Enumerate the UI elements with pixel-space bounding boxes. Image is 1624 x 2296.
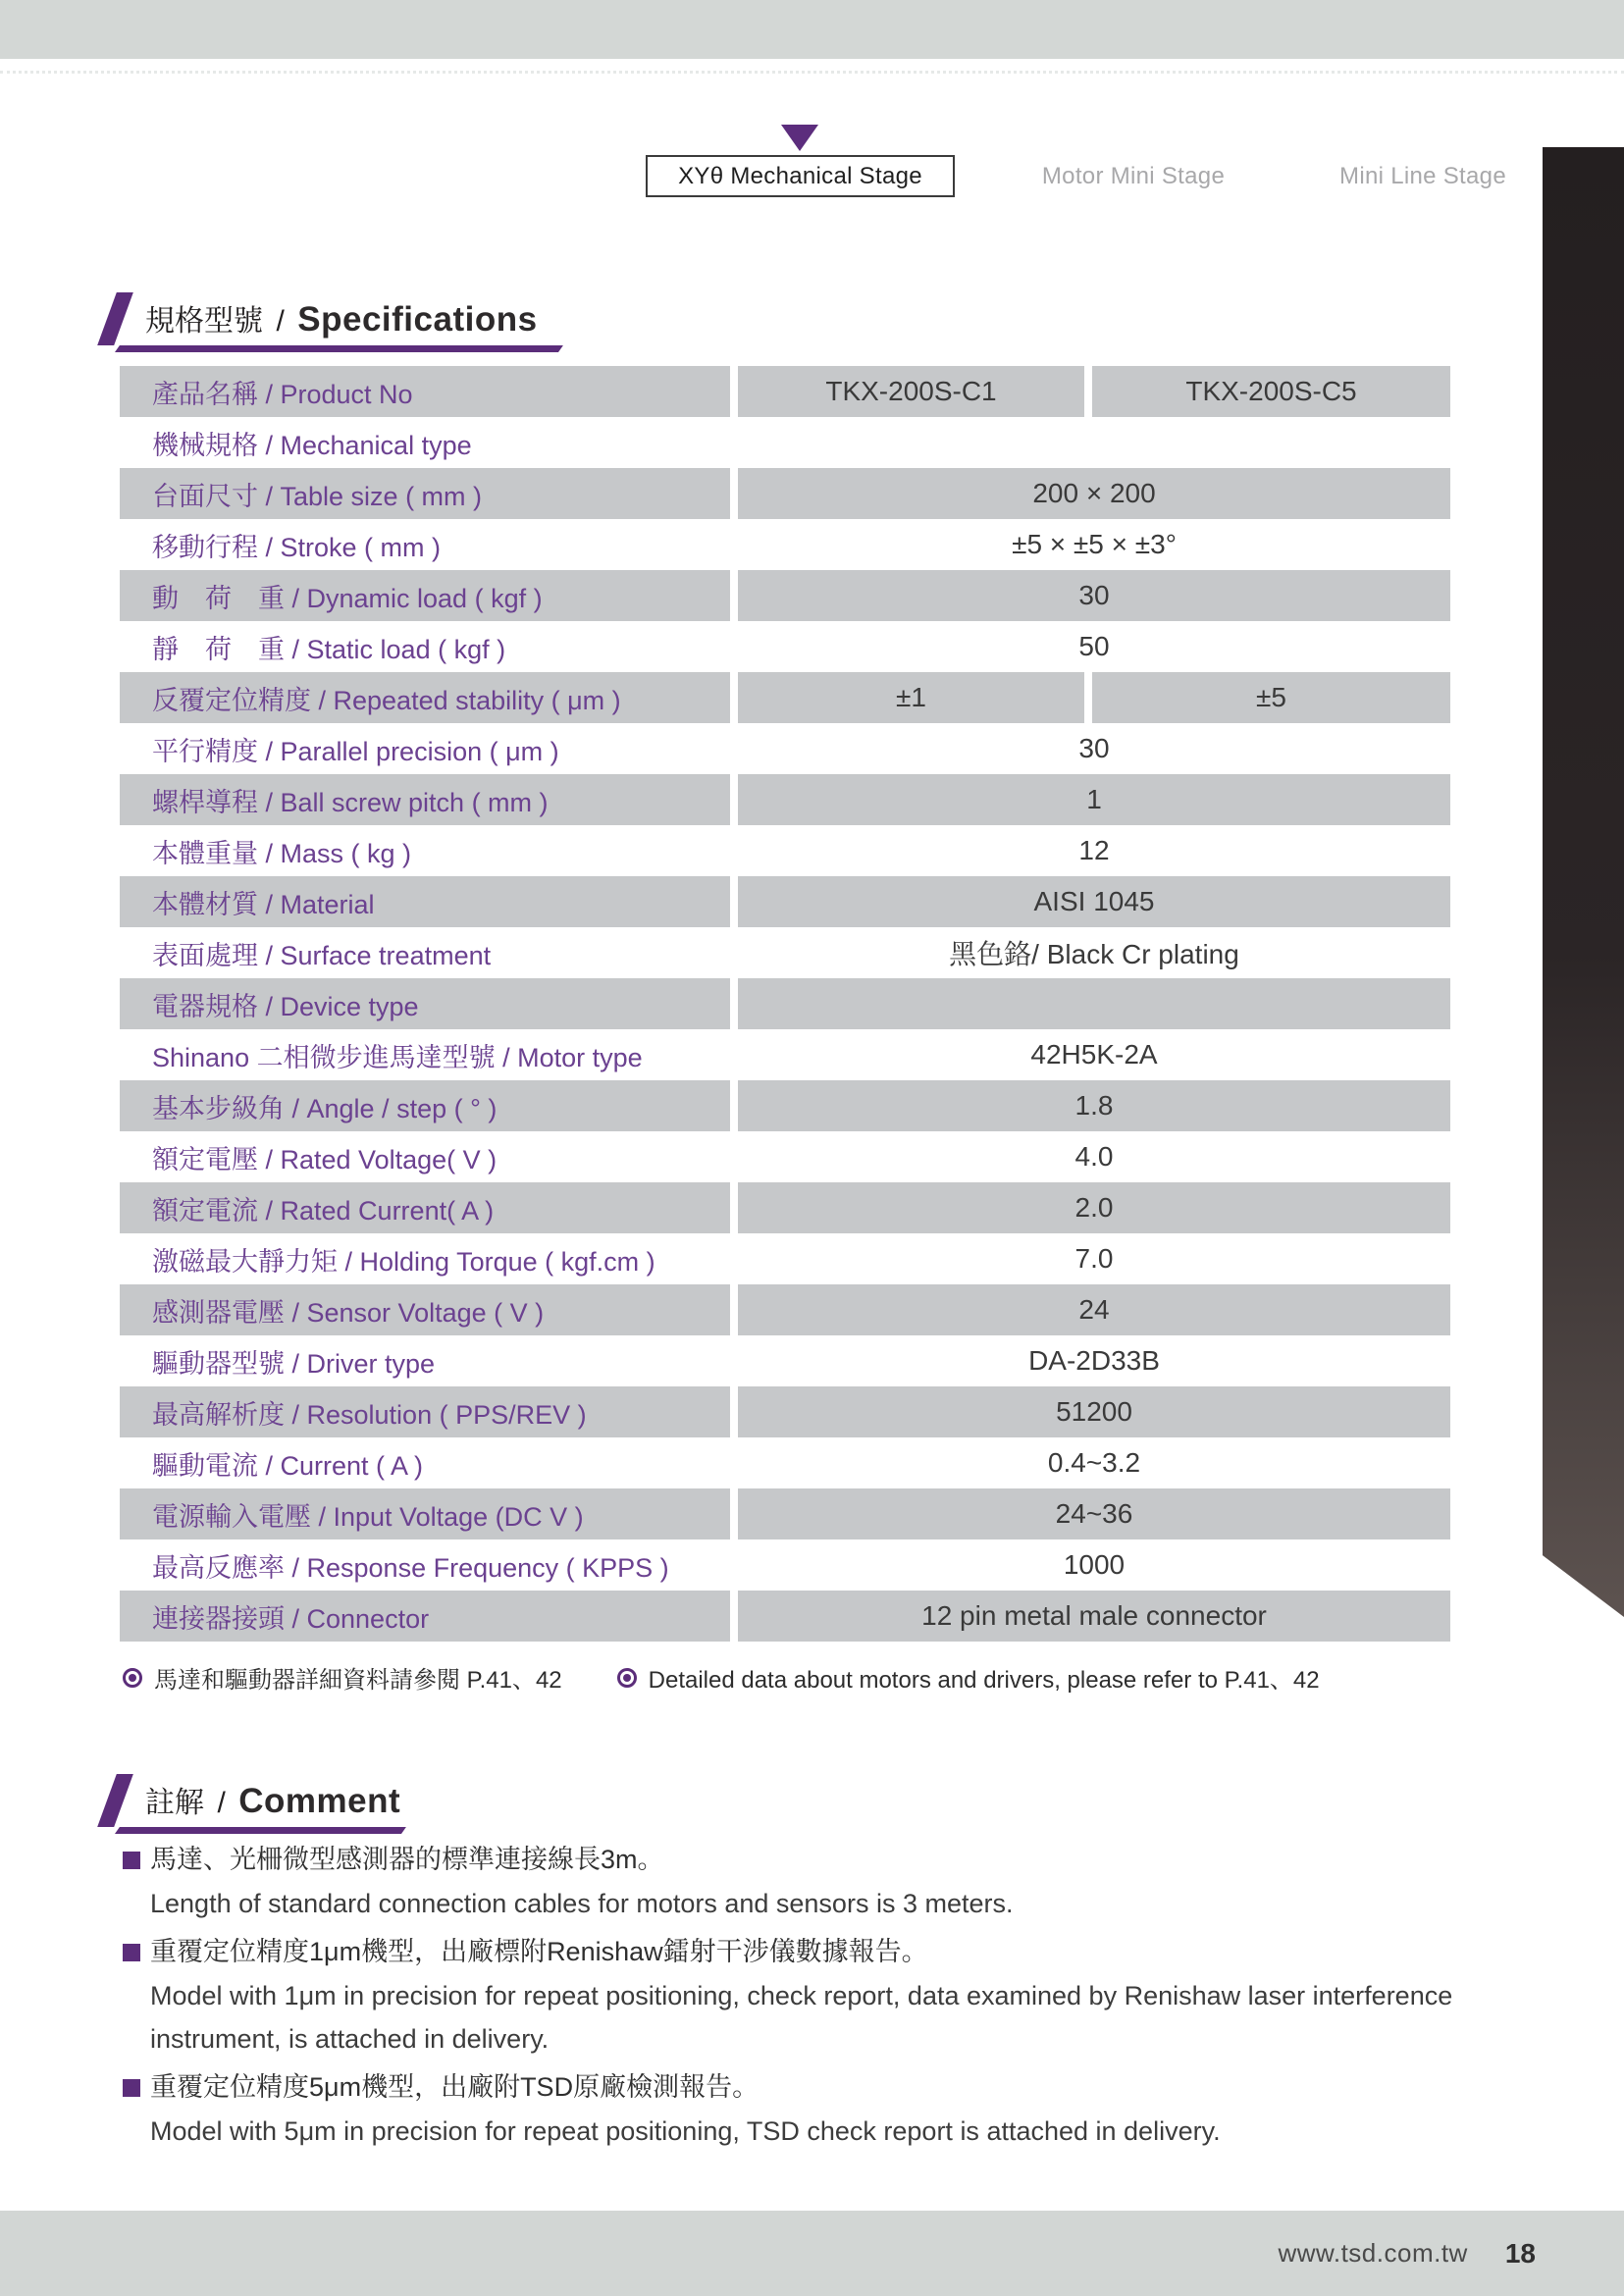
title-en: Specifications bbox=[297, 300, 538, 339]
spec-table-row bbox=[120, 1182, 1450, 1233]
spec-row-value: 30 bbox=[1078, 733, 1110, 763]
spec-row-label: 電源輸入電壓 / Input Voltage (DC V ) bbox=[120, 1488, 730, 1539]
spec-row-value-col2: TKX-200S-C5 bbox=[1092, 366, 1450, 417]
spec-table-row bbox=[120, 723, 1450, 774]
specifications-title bbox=[145, 296, 538, 339]
spec-row-label: 動 荷 重 / Dynamic load ( kgf ) bbox=[120, 570, 730, 621]
square-bullet-icon bbox=[123, 1852, 140, 1869]
tab-label: XYθ Mechanical Stage bbox=[678, 162, 922, 189]
spec-table-row bbox=[120, 1080, 1450, 1131]
spec-table-row bbox=[120, 417, 1450, 468]
spec-table-row bbox=[120, 1029, 1450, 1080]
tab-motor-mini-stage: Motor Mini Stage bbox=[1041, 163, 1226, 189]
spec-row-value: 24 bbox=[738, 1284, 1450, 1335]
spec-table bbox=[120, 366, 1450, 1642]
square-bullet-icon bbox=[123, 1944, 140, 1961]
spec-row-value-empty bbox=[738, 417, 1450, 468]
reference-note-text: 馬達和驅動器詳細資料請參閱 P.41、42 bbox=[154, 1667, 562, 1694]
spec-row-value: 51200 bbox=[738, 1386, 1450, 1437]
title-en: Comment bbox=[238, 1782, 401, 1820]
spec-table-row bbox=[120, 1233, 1450, 1284]
comment-item bbox=[123, 2064, 1506, 2153]
spec-row-label: 基本步級角 / Angle / step ( ° ) bbox=[120, 1080, 730, 1131]
spec-row-value-col1: ±1 bbox=[738, 672, 1084, 723]
spec-row-label: 激磁最大靜力矩 / Holding Torque ( kgf.cm ) bbox=[152, 1246, 655, 1277]
spec-row-value: ±5 × ±5 × ±3° bbox=[1012, 529, 1177, 559]
spec-row-label: 表面處理 / Surface treatment bbox=[152, 940, 492, 970]
spec-row-label: 反覆定位精度 / Repeated stability ( μm ) bbox=[120, 672, 730, 723]
spec-table-row bbox=[120, 1437, 1450, 1488]
square-bullet-icon bbox=[123, 2079, 140, 2097]
spec-table-row bbox=[120, 825, 1450, 876]
spec-row-label: 產品名稱 / Product No bbox=[120, 366, 730, 417]
reference-note-en bbox=[617, 1660, 1320, 1695]
comment-item bbox=[123, 1929, 1506, 2061]
spec-row-label: 靜 荷 重 / Static load ( kgf ) bbox=[152, 634, 506, 664]
comment-item-en: Length of standard connection cables for motors and sensors is 3 meters. bbox=[150, 1889, 1014, 1918]
comment-section-header bbox=[101, 1772, 513, 1835]
footer-website-url: www.tsd.com.tw bbox=[1278, 2238, 1468, 2268]
title-separator: / bbox=[276, 305, 285, 338]
spec-row-label: Shinano 二相微步進馬達型號 / Motor type bbox=[152, 1042, 643, 1072]
spec-row-value: 12 bbox=[1078, 835, 1110, 865]
spec-row-value: 30 bbox=[738, 570, 1450, 621]
comment-item-zh-text: 重覆定位精度1μm機型，出廠標附Renishaw鐳射干涉儀數據報告。 bbox=[150, 1937, 928, 1966]
spec-row-value: 12 pin metal male connector bbox=[738, 1591, 1450, 1642]
spec-table-row bbox=[120, 570, 1450, 621]
spec-row-value: 1 bbox=[738, 774, 1450, 825]
spec-row-label: 額定電壓 / Rated Voltage( V ) bbox=[152, 1144, 498, 1174]
spec-table-row bbox=[120, 1284, 1450, 1335]
spec-row-label: 驅動電流 / Current ( A ) bbox=[152, 1450, 424, 1481]
comment-title bbox=[145, 1778, 400, 1821]
spec-table-row bbox=[120, 621, 1450, 672]
title-separator: / bbox=[217, 1787, 226, 1819]
header-diagonal-accent bbox=[97, 292, 133, 345]
spec-row-label: 台面尺寸 / Table size ( mm ) bbox=[120, 468, 730, 519]
spec-row-label: 本體材質 / Material bbox=[120, 876, 730, 927]
spec-row-value: 黑色鉻/ Black Cr plating bbox=[949, 939, 1239, 969]
spec-row-value: 7.0 bbox=[1074, 1243, 1114, 1274]
spec-row-value-empty bbox=[738, 978, 1450, 1029]
reference-note-text: Detailed data about motors and drivers, please refer to P.41、42 bbox=[648, 1667, 1320, 1694]
spec-row-value-col1: TKX-200S-C1 bbox=[738, 366, 1084, 417]
spec-row-label: 螺桿導程 / Ball screw pitch ( mm ) bbox=[120, 774, 730, 825]
footer-band bbox=[0, 2211, 1624, 2296]
reference-notes bbox=[123, 1660, 1320, 1695]
spec-row-label: 最高解析度 / Resolution ( PPS/REV ) bbox=[120, 1386, 730, 1437]
spec-row-label: 本體重量 / Mass ( kg ) bbox=[152, 838, 412, 868]
reference-note-zh bbox=[123, 1660, 562, 1695]
spec-table-row bbox=[120, 876, 1450, 927]
spec-row-value: 24~36 bbox=[738, 1488, 1450, 1539]
tab-mini-line-stage: Mini Line Stage bbox=[1339, 163, 1506, 189]
spec-table-row bbox=[120, 1591, 1450, 1642]
spec-row-label: 移動行程 / Stroke ( mm ) bbox=[152, 532, 442, 562]
spec-row-value: 50 bbox=[1078, 631, 1110, 661]
title-zh: 規格型號 bbox=[145, 305, 263, 338]
comment-item-zh bbox=[123, 2064, 1506, 2110]
spec-table-row bbox=[120, 672, 1450, 723]
spec-row-label: 電器規格 / Device type bbox=[120, 978, 730, 1029]
spec-row-value: AISI 1045 bbox=[738, 876, 1450, 927]
spec-table-row bbox=[120, 1386, 1450, 1437]
spec-table-row bbox=[120, 366, 1450, 417]
spec-row-label: 最高反應率 / Response Frequency ( KPPS ) bbox=[152, 1552, 669, 1583]
spec-row-label: 連接器接頭 / Connector bbox=[120, 1591, 730, 1642]
spec-table-row bbox=[120, 468, 1450, 519]
spec-row-value: 2.0 bbox=[738, 1182, 1450, 1233]
comment-item-zh bbox=[123, 1929, 1506, 1974]
footer-page-number: 18 bbox=[1504, 2237, 1536, 2269]
spec-table-row bbox=[120, 927, 1450, 978]
comment-item-en: Model with 5μm in precision for repeat positioning, TSD check report is attached in delivery. bbox=[150, 2116, 1221, 2146]
spec-row-value: 0.4~3.2 bbox=[1047, 1447, 1141, 1478]
comment-item bbox=[123, 1837, 1506, 1925]
spec-table-row bbox=[120, 1539, 1450, 1591]
spec-row-label: 感測器電壓 / Sensor Voltage ( V ) bbox=[120, 1284, 730, 1335]
comment-item-en: Model with 1μm in precision for repeat positioning, check report, data examined by Renishaw laser interference instrument, is attached in delivery. bbox=[150, 1981, 1453, 2054]
spec-row-value: 200 × 200 bbox=[738, 468, 1450, 519]
perforation-line bbox=[0, 71, 1624, 74]
spec-row-label: 驅動器型號 / Driver type bbox=[152, 1348, 436, 1379]
right-dark-sidebar bbox=[1543, 147, 1624, 1617]
spec-row-value: 1000 bbox=[1063, 1549, 1126, 1580]
specifications-section-header bbox=[101, 290, 690, 353]
spec-table-row bbox=[120, 1488, 1450, 1539]
spec-table-row bbox=[120, 519, 1450, 570]
comment-item-zh-text: 馬達、光柵微型感測器的標準連接線長3m。 bbox=[150, 1845, 664, 1874]
spec-row-value: DA-2D33B bbox=[1028, 1345, 1160, 1376]
spec-row-value: 42H5K-2A bbox=[1030, 1039, 1158, 1070]
bullseye-icon bbox=[123, 1668, 142, 1688]
spec-row-label: 平行精度 / Parallel precision ( μm ) bbox=[152, 736, 559, 766]
spec-row-value-col2: ±5 bbox=[1092, 672, 1450, 723]
bullseye-icon bbox=[617, 1668, 637, 1688]
spec-table-row bbox=[120, 774, 1450, 825]
spec-table-row bbox=[120, 1131, 1450, 1182]
spec-row-value: 1.8 bbox=[738, 1080, 1450, 1131]
header-underline-accent bbox=[115, 345, 563, 352]
active-tab-indicator-triangle-icon bbox=[781, 125, 818, 151]
spec-table-row bbox=[120, 978, 1450, 1029]
comment-item-zh-text: 重覆定位精度5μm機型，出廠附TSD原廠檢測報告。 bbox=[150, 2072, 760, 2102]
spec-row-label: 機械規格 / Mechanical type bbox=[152, 430, 472, 460]
spec-row-value: 4.0 bbox=[1074, 1141, 1114, 1172]
header-diagonal-accent bbox=[97, 1774, 133, 1827]
title-zh: 註解 bbox=[145, 1787, 204, 1819]
top-gray-band bbox=[0, 0, 1624, 59]
comment-list bbox=[123, 1837, 1506, 2157]
header-underline-accent bbox=[115, 1827, 406, 1834]
spec-table-row bbox=[120, 1335, 1450, 1386]
comment-item-zh bbox=[123, 1837, 1506, 1882]
spec-row-label: 額定電流 / Rated Current( A ) bbox=[120, 1182, 730, 1233]
tab-xy-mechanical-stage bbox=[646, 155, 955, 197]
